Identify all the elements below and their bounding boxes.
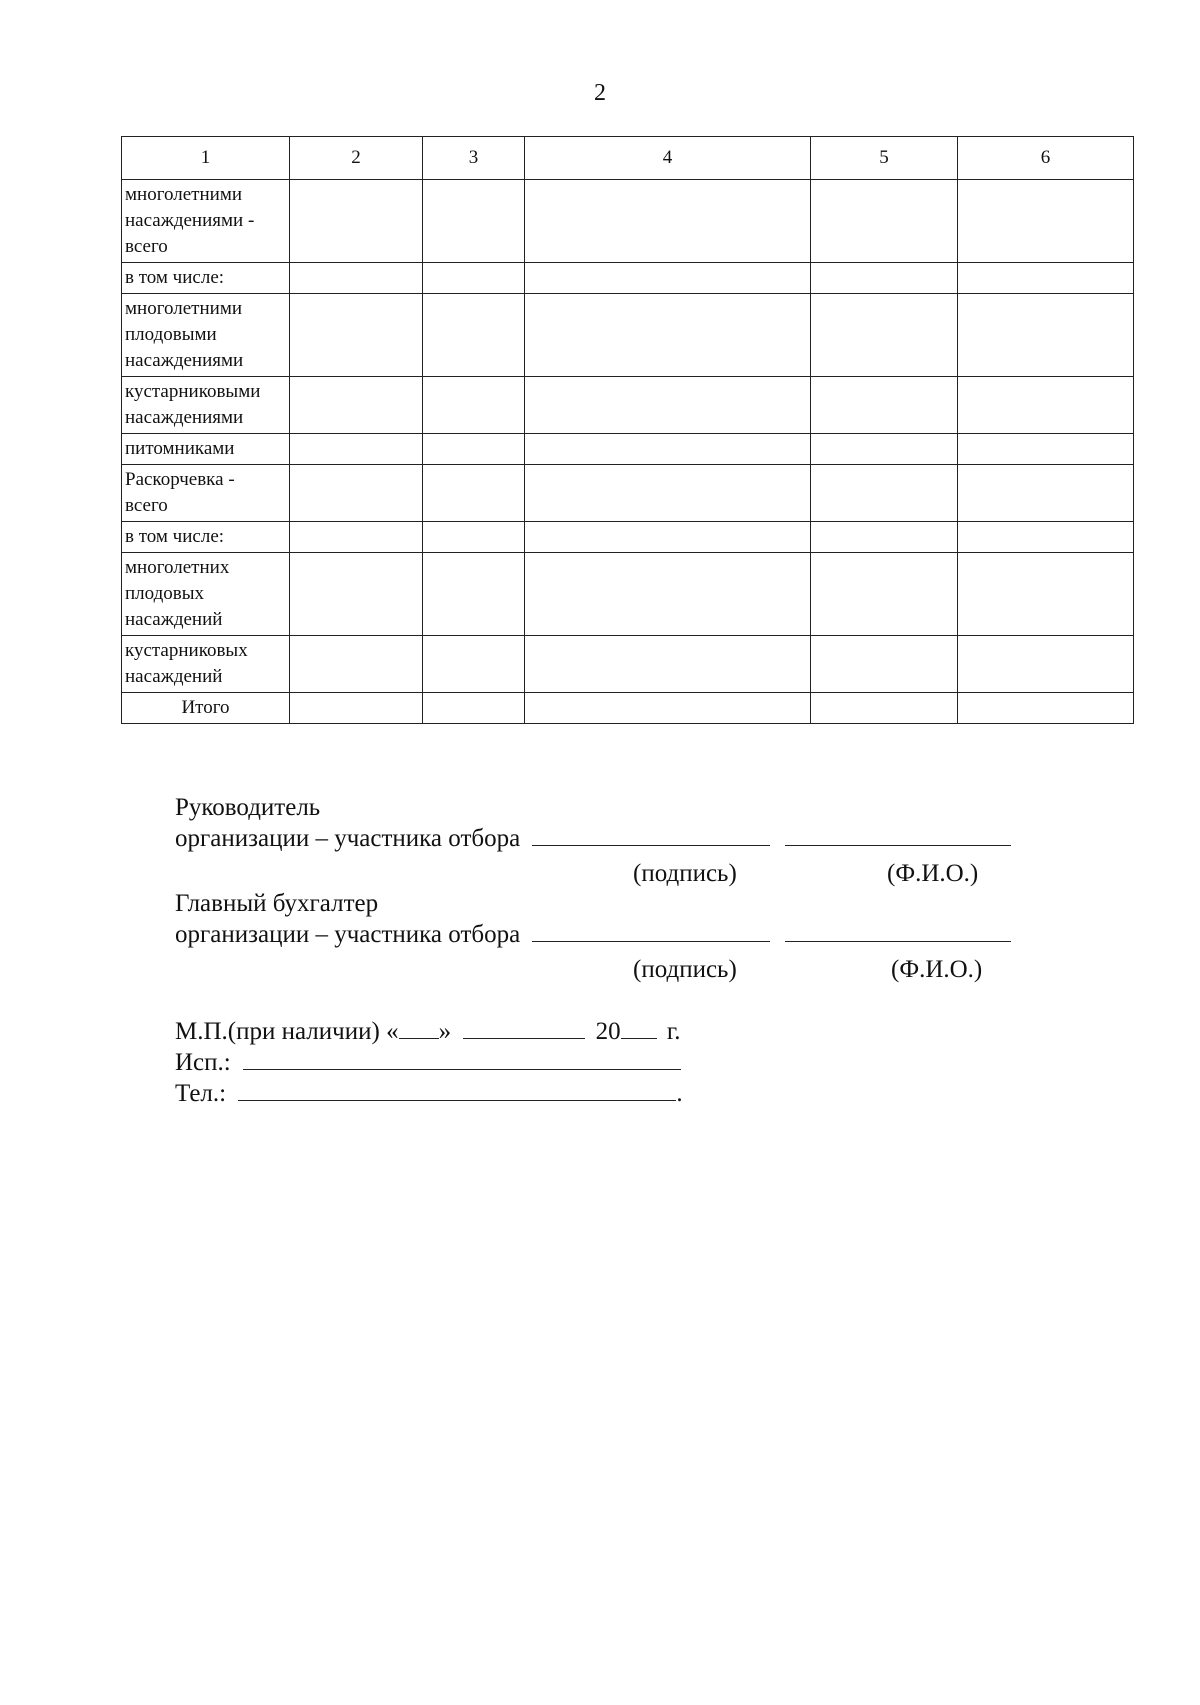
head-org-line bbox=[175, 823, 1011, 854]
table-cell[interactable] bbox=[811, 636, 958, 693]
page-number: 2 bbox=[594, 80, 606, 106]
table-cell[interactable] bbox=[525, 434, 811, 465]
table-header-cell: 4 bbox=[525, 137, 811, 180]
table-cell[interactable] bbox=[525, 693, 811, 724]
table-cell[interactable] bbox=[811, 294, 958, 377]
accountant-signature-block bbox=[175, 889, 1011, 950]
head-fio-caption: (Ф.И.О.) bbox=[887, 860, 979, 887]
table-cell[interactable] bbox=[958, 294, 1134, 377]
accountant-org-label: организации – участника отбора bbox=[175, 921, 521, 948]
table-cell[interactable] bbox=[958, 553, 1134, 636]
table-cell[interactable] bbox=[958, 434, 1134, 465]
table-cell[interactable] bbox=[290, 522, 423, 553]
executor-line bbox=[175, 1047, 683, 1078]
table-cell[interactable] bbox=[958, 263, 1134, 294]
row-label: Раскорчевка - всего bbox=[122, 465, 290, 522]
table-row bbox=[122, 553, 1134, 636]
table-cell[interactable] bbox=[958, 522, 1134, 553]
table-cell[interactable] bbox=[525, 465, 811, 522]
row-label: кустарниковых насаждений bbox=[122, 636, 290, 693]
table-cell[interactable] bbox=[423, 693, 525, 724]
table-cell[interactable] bbox=[525, 377, 811, 434]
table-header-cell: 2 bbox=[290, 137, 423, 180]
table-cell[interactable] bbox=[290, 693, 423, 724]
table-cell[interactable] bbox=[958, 693, 1134, 724]
table-cell[interactable] bbox=[290, 553, 423, 636]
table-cell[interactable] bbox=[958, 465, 1134, 522]
stamp-prefix: М.П.(при наличии) « bbox=[175, 1018, 399, 1045]
table-row bbox=[122, 522, 1134, 553]
table-row bbox=[122, 263, 1134, 294]
executor-label: Исп.: bbox=[175, 1049, 231, 1076]
table-cell[interactable] bbox=[290, 434, 423, 465]
accountant-title: Главный бухгалтер bbox=[175, 890, 379, 917]
table-cell[interactable] bbox=[811, 263, 958, 294]
table-row bbox=[122, 434, 1134, 465]
accountant-signature-field[interactable] bbox=[532, 919, 770, 942]
accountant-signature-caption: (подпись) bbox=[633, 956, 737, 983]
table-cell[interactable] bbox=[423, 522, 525, 553]
accountant-org-line bbox=[175, 919, 1011, 950]
row-label: Итого bbox=[122, 693, 290, 724]
stamp-date-line bbox=[175, 1016, 683, 1047]
accountant-fio-field[interactable] bbox=[785, 919, 1011, 942]
table-cell[interactable] bbox=[290, 377, 423, 434]
table-cell[interactable] bbox=[811, 522, 958, 553]
accountant-fio-caption: (Ф.И.О.) bbox=[891, 956, 983, 983]
table-cell[interactable] bbox=[958, 636, 1134, 693]
head-org-label: организации – участника отбора bbox=[175, 825, 521, 852]
table-cell[interactable] bbox=[958, 377, 1134, 434]
table-cell[interactable] bbox=[290, 465, 423, 522]
table-cell[interactable] bbox=[423, 294, 525, 377]
table-cell[interactable] bbox=[525, 553, 811, 636]
head-signature-field[interactable] bbox=[532, 823, 770, 846]
table-cell[interactable] bbox=[423, 636, 525, 693]
table-row bbox=[122, 693, 1134, 724]
year-suffix: г. bbox=[666, 1018, 681, 1045]
row-label: многолетними насаждениями - всего bbox=[122, 180, 290, 263]
row-label: в том числе: bbox=[122, 522, 290, 553]
table-header-cell: 1 bbox=[122, 137, 290, 180]
data-table bbox=[121, 136, 1134, 724]
head-signature-block bbox=[175, 793, 1011, 854]
phone-field[interactable] bbox=[238, 1078, 676, 1101]
table-header-cell: 5 bbox=[811, 137, 958, 180]
table-cell[interactable] bbox=[290, 294, 423, 377]
year-prefix: 20 bbox=[595, 1018, 621, 1045]
phone-end: . bbox=[676, 1080, 683, 1107]
table-row bbox=[122, 180, 1134, 263]
stamp-mid: » bbox=[438, 1018, 452, 1045]
table-cell[interactable] bbox=[525, 294, 811, 377]
table-cell[interactable] bbox=[525, 180, 811, 263]
table-row bbox=[122, 294, 1134, 377]
row-label: многолетними плодовыми насаждениями bbox=[122, 294, 290, 377]
table-cell[interactable] bbox=[525, 522, 811, 553]
day-field[interactable] bbox=[399, 1016, 439, 1039]
table-cell[interactable] bbox=[423, 465, 525, 522]
table-cell[interactable] bbox=[811, 434, 958, 465]
head-signature-caption: (подпись) bbox=[633, 860, 737, 887]
table-header-cell: 6 bbox=[958, 137, 1134, 180]
table-row bbox=[122, 465, 1134, 522]
month-field[interactable] bbox=[463, 1016, 585, 1039]
table-cell[interactable] bbox=[423, 553, 525, 636]
row-label: в том числе: bbox=[122, 263, 290, 294]
table-cell[interactable] bbox=[423, 263, 525, 294]
stamp-block bbox=[175, 1016, 683, 1109]
table-cell[interactable] bbox=[423, 377, 525, 434]
table-cell[interactable] bbox=[811, 465, 958, 522]
table-header-cell: 3 bbox=[423, 137, 525, 180]
table-cell[interactable] bbox=[811, 693, 958, 724]
table-cell[interactable] bbox=[811, 180, 958, 263]
table-cell[interactable] bbox=[423, 180, 525, 263]
row-label: кустарниковыми насаждениями bbox=[122, 377, 290, 434]
table-cell[interactable] bbox=[290, 263, 423, 294]
table-cell[interactable] bbox=[811, 553, 958, 636]
table-row bbox=[122, 636, 1134, 693]
table-cell[interactable] bbox=[423, 434, 525, 465]
table-row bbox=[122, 377, 1134, 434]
table-cell[interactable] bbox=[525, 263, 811, 294]
table-header-row bbox=[122, 137, 1134, 180]
executor-field[interactable] bbox=[243, 1047, 681, 1070]
table-cell[interactable] bbox=[290, 636, 423, 693]
year-field[interactable] bbox=[621, 1016, 657, 1039]
head-fio-field[interactable] bbox=[785, 823, 1011, 846]
table-cell[interactable] bbox=[525, 636, 811, 693]
table-cell[interactable] bbox=[811, 377, 958, 434]
phone-label: Тел.: bbox=[175, 1080, 227, 1107]
table-cell[interactable] bbox=[290, 180, 423, 263]
head-title: Руководитель bbox=[175, 794, 321, 821]
table-cell[interactable] bbox=[958, 180, 1134, 263]
row-label: питомниками bbox=[122, 434, 290, 465]
phone-line bbox=[175, 1078, 683, 1109]
row-label: многолетних плодовых насаждений bbox=[122, 553, 290, 636]
